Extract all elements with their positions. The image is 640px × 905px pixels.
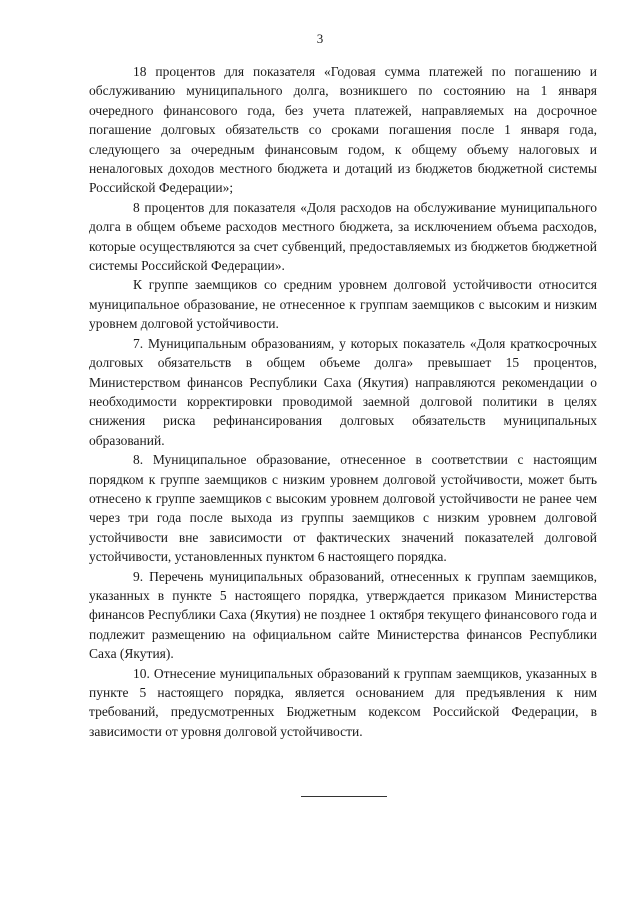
page-number: 3 <box>316 31 324 46</box>
closing-rule-divider <box>301 796 387 797</box>
paragraph-item-10: 10. Отнесение муниципальных образований к группам заемщиков, указанных в пункте 5 настоящего порядка, является основанием для предъявления к ним требований, предусмотренных Бюджетным кодексом Российской Федерации, в зависимости от уровня долговой устойчивости. <box>89 665 597 739</box>
paragraph-medium-stability-group: К группе заемщиков со средним уровнем долговой устойчивости относится муниципальное образование, не отнесенное к группам заемщиков с высоким и низким уровнем долговой устойчивости. <box>89 277 597 332</box>
paragraph-item-9: 9. Перечень муниципальных образований, отнесенных к группам заемщиков, указанных в пункте 5 настоящего порядка, утверждается приказом Министерства финансов Республики Саха (Якутия) не позднее 1 октября текущего финансового года и подлежит размещению на официальном сайте Министерства финансов Республики Саха (Якутия). <box>89 568 597 662</box>
paragraph-item-7: 7. Муниципальным образованиям, у которых показатель «Доля краткосрочных долговых обязательств в общем объеме долга» превышает 15 процентов, Министерством финансов Республики Саха (Якутия) направляются рекомендации о необходимости корректировки проводимой заемной долговой политики в целях снижения риска рефинансирования долговых обязательств муниципальных образований. <box>89 335 597 448</box>
paragraph-debt-service-payments-threshold: 18 процентов для показателя «Годовая сумма платежей по погашению и обслуживанию муниципального долга, возникшего по состоянию на 1 января очередного финансового года, без учета платежей, направляемых на досрочное погашение долговых обязательств со сроками погашения после 1 января года, следующего за очередным финансовым годом, к общему объему налоговых и неналоговых доходов местного бюджета и дотаций из бюджетов бюджетной системы Российской Федерации»; <box>89 64 597 196</box>
document-body <box>89 62 597 741</box>
paragraph-debt-service-expenses-threshold: 8 процентов для показателя «Доля расходов на обслуживание муниципального долга в общем объеме расходов местного бюджета, за исключением объема расходов, которые осуществляются за счет субвенций, предоставляемых из бюджетов бюджетной системы Российской Федерации». <box>89 199 597 274</box>
paragraph-item-8: 8. Муниципальное образование, отнесенное в соответствии с настоящим порядком к группе заемщиков с низким уровнем долговой устойчивости, может быть отнесено к группе заемщиков с высоким уровнем долговой устойчивости не ранее чем через три года после выхода из группы заемщиков с низким уровнем долговой устойчивости вне зависимости от фактических значений показателей долговой устойчивости, установленных пунктом 6 настоящего порядка. <box>89 452 597 565</box>
